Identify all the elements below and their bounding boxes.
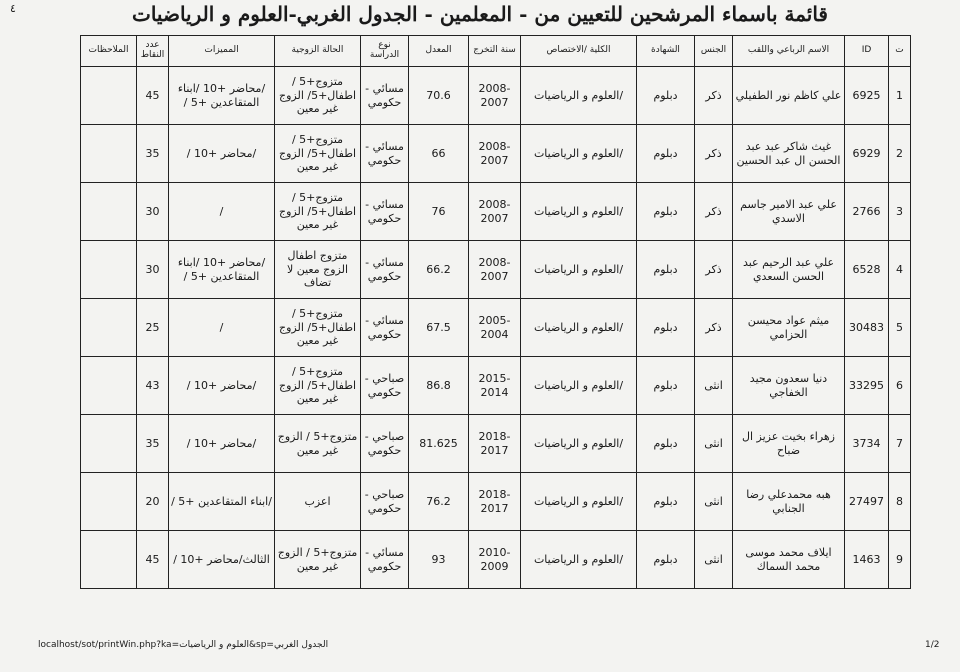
cell-features: /ابناء المتقاعدين +5 / [169,473,275,531]
cell-points: 30 [137,241,169,299]
cell-average: 76.2 [409,473,469,531]
candidates-table [80,35,911,589]
cell-college: /العلوم و الرياضيات [521,125,637,183]
cell-features: / [169,299,275,357]
cell-marital: متزوج+5 / اطفال+5/ الزوج غير معين [275,299,361,357]
cell-seq: 7 [889,415,911,473]
cell-notes [81,473,137,531]
cell-gender: انثى [695,415,733,473]
cell-certificate: دبلوم [637,473,695,531]
cell-grad-year: 2005-2004 [469,299,521,357]
cell-average: 70.6 [409,67,469,125]
header-college: الكلية /الاختصاص [521,36,637,67]
header-id: ID [845,36,889,67]
header-points: عدد النقاط [137,36,169,67]
cell-features: / [169,183,275,241]
cell-features: /محاضر +10 /ابناء المتقاعدين +5 / [169,241,275,299]
cell-certificate: دبلوم [637,67,695,125]
cell-certificate: دبلوم [637,299,695,357]
cell-points: 45 [137,67,169,125]
cell-id: 3734 [845,415,889,473]
footer-page-number: 1/2 [925,640,940,650]
cell-id: 27497 [845,473,889,531]
table-row [81,183,911,241]
cell-gender: ذكر [695,67,733,125]
table-row [81,67,911,125]
cell-marital: متزوج+5 / اطفال+5/ الزوج غير معين [275,183,361,241]
cell-study-type: مسائي - حكومي [361,125,409,183]
cell-seq: 5 [889,299,911,357]
cell-gender: ذكر [695,125,733,183]
cell-certificate: دبلوم [637,183,695,241]
cell-grad-year: 2008-2007 [469,241,521,299]
cell-id: 6929 [845,125,889,183]
cell-seq: 2 [889,125,911,183]
header-seq: ت [889,36,911,67]
cell-notes [81,67,137,125]
cell-features: الثالث/محاضر +10 / [169,531,275,589]
table-row [81,241,911,299]
cell-marital: اعزب [275,473,361,531]
table-row [81,357,911,415]
cell-name: هبه محمدعلي رضا الجنابي [733,473,845,531]
cell-points: 30 [137,183,169,241]
cell-seq: 1 [889,67,911,125]
cell-id: 1463 [845,531,889,589]
header-certificate: الشهادة [637,36,695,67]
cell-certificate: دبلوم [637,531,695,589]
cell-average: 81.625 [409,415,469,473]
cell-features: /محاضر +10 / [169,125,275,183]
cell-points: 45 [137,531,169,589]
cell-grad-year: 2018-2017 [469,415,521,473]
cell-average: 86.8 [409,357,469,415]
cell-marital: متزوج+5 / اطفال+5/ الزوج غير معين [275,67,361,125]
cell-college: /العلوم و الرياضيات [521,473,637,531]
cell-id: 6925 [845,67,889,125]
page-mark: ٤ [10,2,16,15]
header-features: المميزات [169,36,275,67]
cell-study-type: مسائي - حكومي [361,183,409,241]
cell-name: علي عبد الامير جاسم الاسدي [733,183,845,241]
header-notes: الملاحظات [81,36,137,67]
cell-name: زهراء بخيت عزيز ال ضباح [733,415,845,473]
cell-average: 67.5 [409,299,469,357]
cell-grad-year: 2008-2007 [469,125,521,183]
cell-points: 35 [137,415,169,473]
cell-study-type: صباحي - حكومي [361,357,409,415]
cell-college: /العلوم و الرياضيات [521,183,637,241]
cell-id: 6528 [845,241,889,299]
cell-marital: متزوج اطفال الزوج معين لا تضاف [275,241,361,299]
cell-grad-year: 2015-2014 [469,357,521,415]
cell-grad-year: 2008-2007 [469,67,521,125]
cell-name: علي كاظم نور الطفيلي [733,67,845,125]
header-study-type: نوع الدراسة [361,36,409,67]
table-row [81,125,911,183]
table-row [81,415,911,473]
table-row [81,299,911,357]
cell-id: 30483 [845,299,889,357]
cell-name: علي عبد الرحيم عبد الحسن السعدي [733,241,845,299]
cell-college: /العلوم و الرياضيات [521,415,637,473]
cell-notes [81,531,137,589]
cell-certificate: دبلوم [637,241,695,299]
cell-points: 25 [137,299,169,357]
cell-grad-year: 2010-2009 [469,531,521,589]
cell-certificate: دبلوم [637,415,695,473]
cell-college: /العلوم و الرياضيات [521,241,637,299]
header-grad-year: سنة التخرج [469,36,521,67]
header-row [81,36,911,67]
header-gender: الجنس [695,36,733,67]
header-average: المعدل [409,36,469,67]
cell-points: 35 [137,125,169,183]
cell-seq: 8 [889,473,911,531]
cell-seq: 6 [889,357,911,415]
footer-url: localhost/sot/printWin.php?ka=العلوم و الرياضيات&sp=الجدول الغربي [38,640,329,650]
cell-name: غيث شاكر عبد عبد الحسن ال عبد الحسين [733,125,845,183]
cell-certificate: دبلوم [637,357,695,415]
cell-notes [81,299,137,357]
cell-name: ايلاف محمد موسى محمد السماك [733,531,845,589]
cell-study-type: مسائي - حكومي [361,299,409,357]
cell-gender: ذكر [695,183,733,241]
cell-gender: انثى [695,357,733,415]
cell-study-type: مسائي - حكومي [361,531,409,589]
cell-certificate: دبلوم [637,125,695,183]
cell-id: 2766 [845,183,889,241]
cell-average: 66 [409,125,469,183]
cell-notes [81,415,137,473]
cell-college: /العلوم و الرياضيات [521,357,637,415]
cell-marital: متزوج+5 / الزوج غير معين [275,531,361,589]
cell-points: 20 [137,473,169,531]
cell-study-type: مسائي - حكومي [361,241,409,299]
cell-name: دنيا سعدون مجيد الخفاجي [733,357,845,415]
header-name: الاسم الرباعي واللقب [733,36,845,67]
cell-average: 76 [409,183,469,241]
cell-study-type: مسائي - حكومي [361,67,409,125]
cell-notes [81,125,137,183]
table-row [81,473,911,531]
cell-grad-year: 2008-2007 [469,183,521,241]
cell-notes [81,241,137,299]
cell-college: /العلوم و الرياضيات [521,67,637,125]
cell-name: ميثم عواد محيسن الحزامي [733,299,845,357]
cell-average: 93 [409,531,469,589]
cell-gender: انثى [695,473,733,531]
cell-study-type: صباحي - حكومي [361,415,409,473]
cell-marital: متزوج+5 / الزوج غير معين [275,415,361,473]
cell-marital: متزوج+5 / اطفال+5/ الزوج غير معين [275,125,361,183]
cell-id: 33295 [845,357,889,415]
cell-seq: 3 [889,183,911,241]
cell-features: /محاضر +10 / [169,357,275,415]
cell-gender: ذكر [695,241,733,299]
table-row [81,531,911,589]
cell-notes [81,357,137,415]
cell-marital: متزوج+5 / اطفال+5/ الزوج غير معين [275,357,361,415]
cell-features: /محاضر +10 / [169,415,275,473]
cell-average: 66.2 [409,241,469,299]
cell-study-type: صباحي - حكومي [361,473,409,531]
cell-seq: 4 [889,241,911,299]
cell-notes [81,183,137,241]
cell-gender: ذكر [695,299,733,357]
cell-gender: انثى [695,531,733,589]
cell-college: /العلوم و الرياضيات [521,531,637,589]
cell-features: /محاضر +10 /ابناء المتقاعدين +5 / [169,67,275,125]
cell-seq: 9 [889,531,911,589]
cell-college: /العلوم و الرياضيات [521,299,637,357]
cell-grad-year: 2018-2017 [469,473,521,531]
header-marital: الحالة الزوجية [275,36,361,67]
cell-points: 43 [137,357,169,415]
page-title: قائمة باسماء المرشحين للتعيين من - المعلمين - الجدول الغربي-العلوم و الرياضيات [132,2,828,26]
